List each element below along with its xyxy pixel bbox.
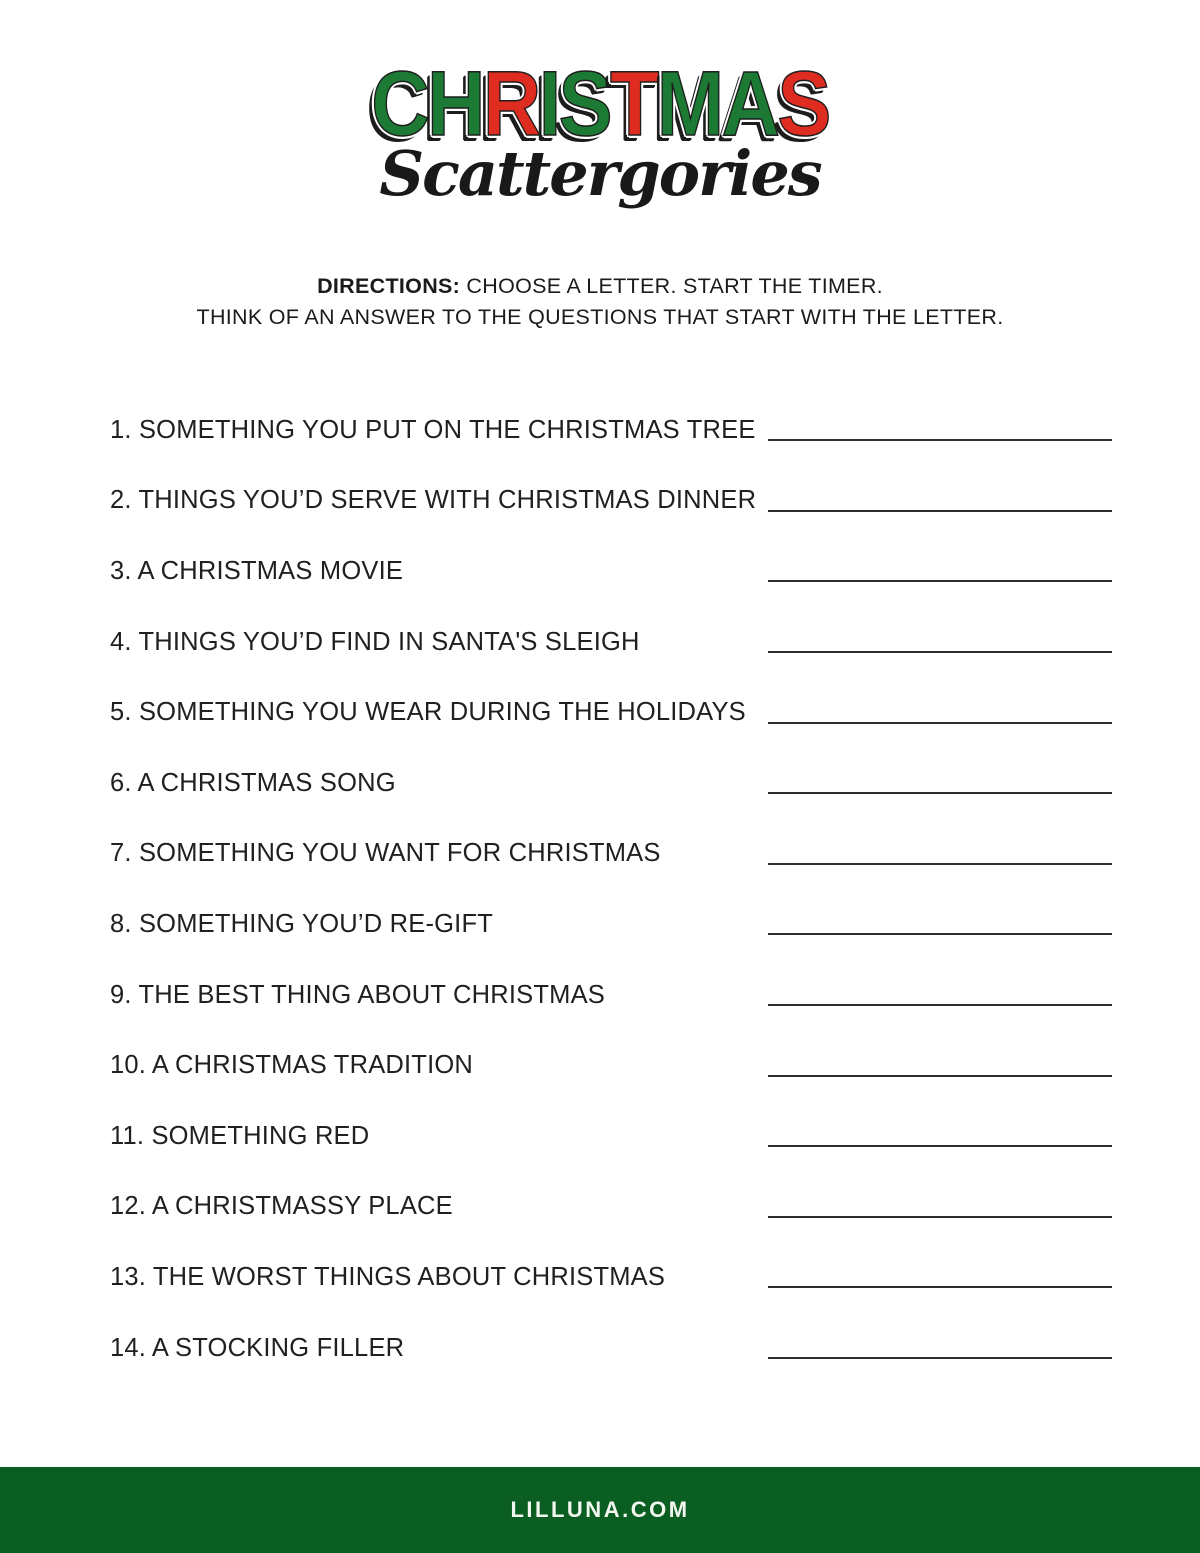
question-row bbox=[110, 677, 1112, 748]
question-label: 14. A STOCKING FILLER bbox=[110, 1333, 405, 1362]
question-row bbox=[110, 1030, 1112, 1101]
footer-bar bbox=[0, 1467, 1200, 1553]
answer-blank-line bbox=[768, 425, 1112, 441]
question-label: 3. A CHRISTMAS MOVIE bbox=[110, 556, 404, 585]
title-word bbox=[371, 53, 829, 155]
question-row bbox=[110, 1172, 1112, 1243]
question-list bbox=[110, 395, 1112, 1383]
question-row bbox=[110, 748, 1112, 819]
title-block bbox=[0, 53, 1200, 210]
question-row bbox=[110, 819, 1112, 890]
title-letter: I bbox=[538, 53, 559, 155]
question-label: 12. A CHRISTMASSY PLACE bbox=[110, 1192, 453, 1221]
question-label: 4. THINGS YOU’D FIND IN SANTA'S SLEIGH bbox=[110, 627, 640, 656]
answer-blank-line bbox=[768, 1131, 1112, 1147]
question-label: 9. THE BEST THING ABOUT CHRISTMAS bbox=[110, 980, 605, 1009]
question-label: 5. SOMETHING YOU WEAR DURING THE HOLIDAYS bbox=[110, 698, 746, 727]
question-row bbox=[110, 536, 1112, 607]
question-row bbox=[110, 1313, 1112, 1384]
answer-blank-line bbox=[768, 708, 1112, 724]
question-row bbox=[110, 960, 1112, 1031]
directions-text-1: CHOOSE A LETTER. START THE TIMER. bbox=[466, 274, 883, 298]
title-letter: C bbox=[371, 53, 428, 155]
question-label: 7. SOMETHING YOU WANT FOR CHRISTMAS bbox=[110, 839, 661, 868]
question-label: 2. THINGS YOU’D SERVE WITH CHRISTMAS DINNER bbox=[110, 486, 757, 515]
answer-blank-line bbox=[768, 496, 1112, 512]
title-letter: A bbox=[721, 53, 778, 155]
answer-blank-line bbox=[768, 919, 1112, 935]
answer-blank-line bbox=[768, 637, 1112, 653]
title-letter: R bbox=[482, 53, 539, 155]
directions bbox=[0, 271, 1200, 333]
question-label: 6. A CHRISTMAS SONG bbox=[110, 768, 396, 797]
question-row bbox=[110, 1101, 1112, 1172]
title-letter: S bbox=[558, 53, 610, 155]
answer-blank-line bbox=[768, 1061, 1112, 1077]
answer-blank-line bbox=[768, 566, 1112, 582]
title-letter: M bbox=[656, 53, 722, 155]
title-subtitle: Scattergories bbox=[379, 137, 821, 210]
question-row bbox=[110, 466, 1112, 537]
directions-label: DIRECTIONS: bbox=[317, 274, 461, 298]
answer-blank-line bbox=[768, 1272, 1112, 1288]
question-label: 10. A CHRISTMAS TRADITION bbox=[110, 1051, 474, 1080]
answer-blank-line bbox=[768, 849, 1112, 865]
question-label: 11. SOMETHING RED bbox=[110, 1121, 370, 1150]
question-row bbox=[110, 1242, 1112, 1313]
title-letter: T bbox=[609, 53, 657, 155]
answer-blank-line bbox=[768, 1343, 1112, 1359]
question-label: 8. SOMETHING YOU’D RE-GIFT bbox=[110, 909, 494, 938]
directions-line-2: THINK OF AN ANSWER TO THE QUESTIONS THAT START WITH THE LETTER. bbox=[196, 305, 1004, 329]
title-letter: S bbox=[777, 53, 829, 155]
question-label: 1. SOMETHING YOU PUT ON THE CHRISTMAS TREE bbox=[110, 415, 756, 444]
answer-blank-line bbox=[768, 1202, 1112, 1218]
question-row bbox=[110, 889, 1112, 960]
footer-site-label: LILLUNA.COM bbox=[510, 1497, 690, 1522]
question-row bbox=[110, 607, 1112, 678]
directions-line-1 bbox=[0, 271, 1200, 302]
answer-blank-line bbox=[768, 778, 1112, 794]
title-letter: H bbox=[427, 53, 483, 155]
question-row bbox=[110, 395, 1112, 466]
question-label: 13. THE WORST THINGS ABOUT CHRISTMAS bbox=[110, 1262, 666, 1291]
answer-blank-line bbox=[768, 990, 1112, 1006]
